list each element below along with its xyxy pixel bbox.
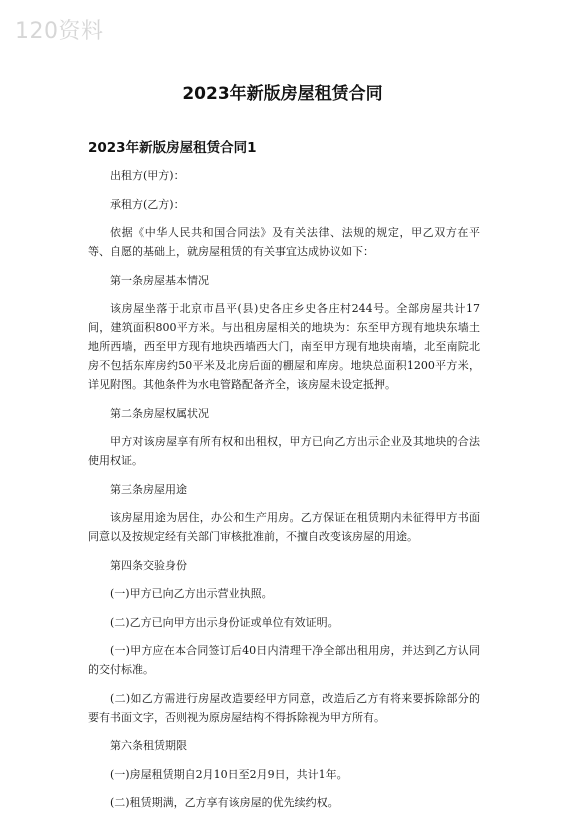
- lessee-line: 承租方(乙方)：: [110, 197, 185, 211]
- article-2-body: 甲方对该房屋享有所有权和出租权，甲方已向乙方出示企业及其地块的合法使用权证。: [88, 435, 480, 467]
- article-3-body: 该房屋用途为居住，办公和生产用房。乙方保证在租赁期内未征得甲方书面同意以及按规定经有关部门审核批准前，不擅自改变该房屋的用途。: [88, 511, 480, 543]
- lessor-line: 出租方(甲方)：: [110, 169, 185, 182]
- handover-item-2: (二)如乙方需进行房屋改造要经甲方同意，改造后乙方有将来要拆除部分的要有书面文字，否则视为原房屋结构不得拆除视为甲方所有。: [88, 691, 480, 724]
- watermark: 120资料: [15, 19, 104, 44]
- article-1-body: 该房屋坐落于北京市昌平(县)史各庄乡史各庄村244号。全部房屋共计17间，建筑面积800平方米。与出租房屋相关的地块为：东至甲方现有地块东墙土地所西墙，西至甲方现有地块西墙西大门，南至甲方现有地块南墙，北至南院北房不包括东库房约50平米及北房后面的棚屋和库房。地块总面积1200平方米，详见附图。其他条件为水电管路配备齐全，该房屋未设定抵押。: [88, 302, 480, 391]
- article-3-heading: 第三条房屋用途: [110, 482, 187, 496]
- contract-body: [88, 166, 480, 822]
- article-6-item-2: (二)租赁期满，乙方享有该房屋的优先续约权。: [110, 796, 339, 809]
- article-4-item-2: (二)乙方已向甲方出示身份证或单位有效证明。: [110, 615, 339, 629]
- document-title: 2023年新版房屋租赁合同: [182, 84, 383, 104]
- article-2-heading: 第二条房屋权属状况: [110, 406, 209, 420]
- article-4-heading: 第四条交验身份: [110, 558, 187, 572]
- article-1-heading: 第一条房屋基本情况: [110, 273, 209, 287]
- handover-item-1: (一)甲方应在本合同签订后40日内清理干净全部出租用房，并达到乙方认同的交付标准。: [88, 644, 480, 676]
- article-6-item-1: (一)房屋租赁期自2月10日至2月9日，共计1年。: [110, 767, 348, 781]
- article-6-heading: 第六条租赁期限: [110, 739, 187, 752]
- preamble-paragraph: 依据《中华人民共和国合同法》及有关法律、法规的规定，甲乙双方在平等、自愿的基础上，就房屋租赁的有关事宜达成协议如下：: [88, 226, 480, 258]
- article-4-item-1: (一)甲方已向乙方出示营业执照。: [110, 587, 273, 600]
- section-title: 2023年新版房屋租赁合同1: [88, 140, 257, 156]
